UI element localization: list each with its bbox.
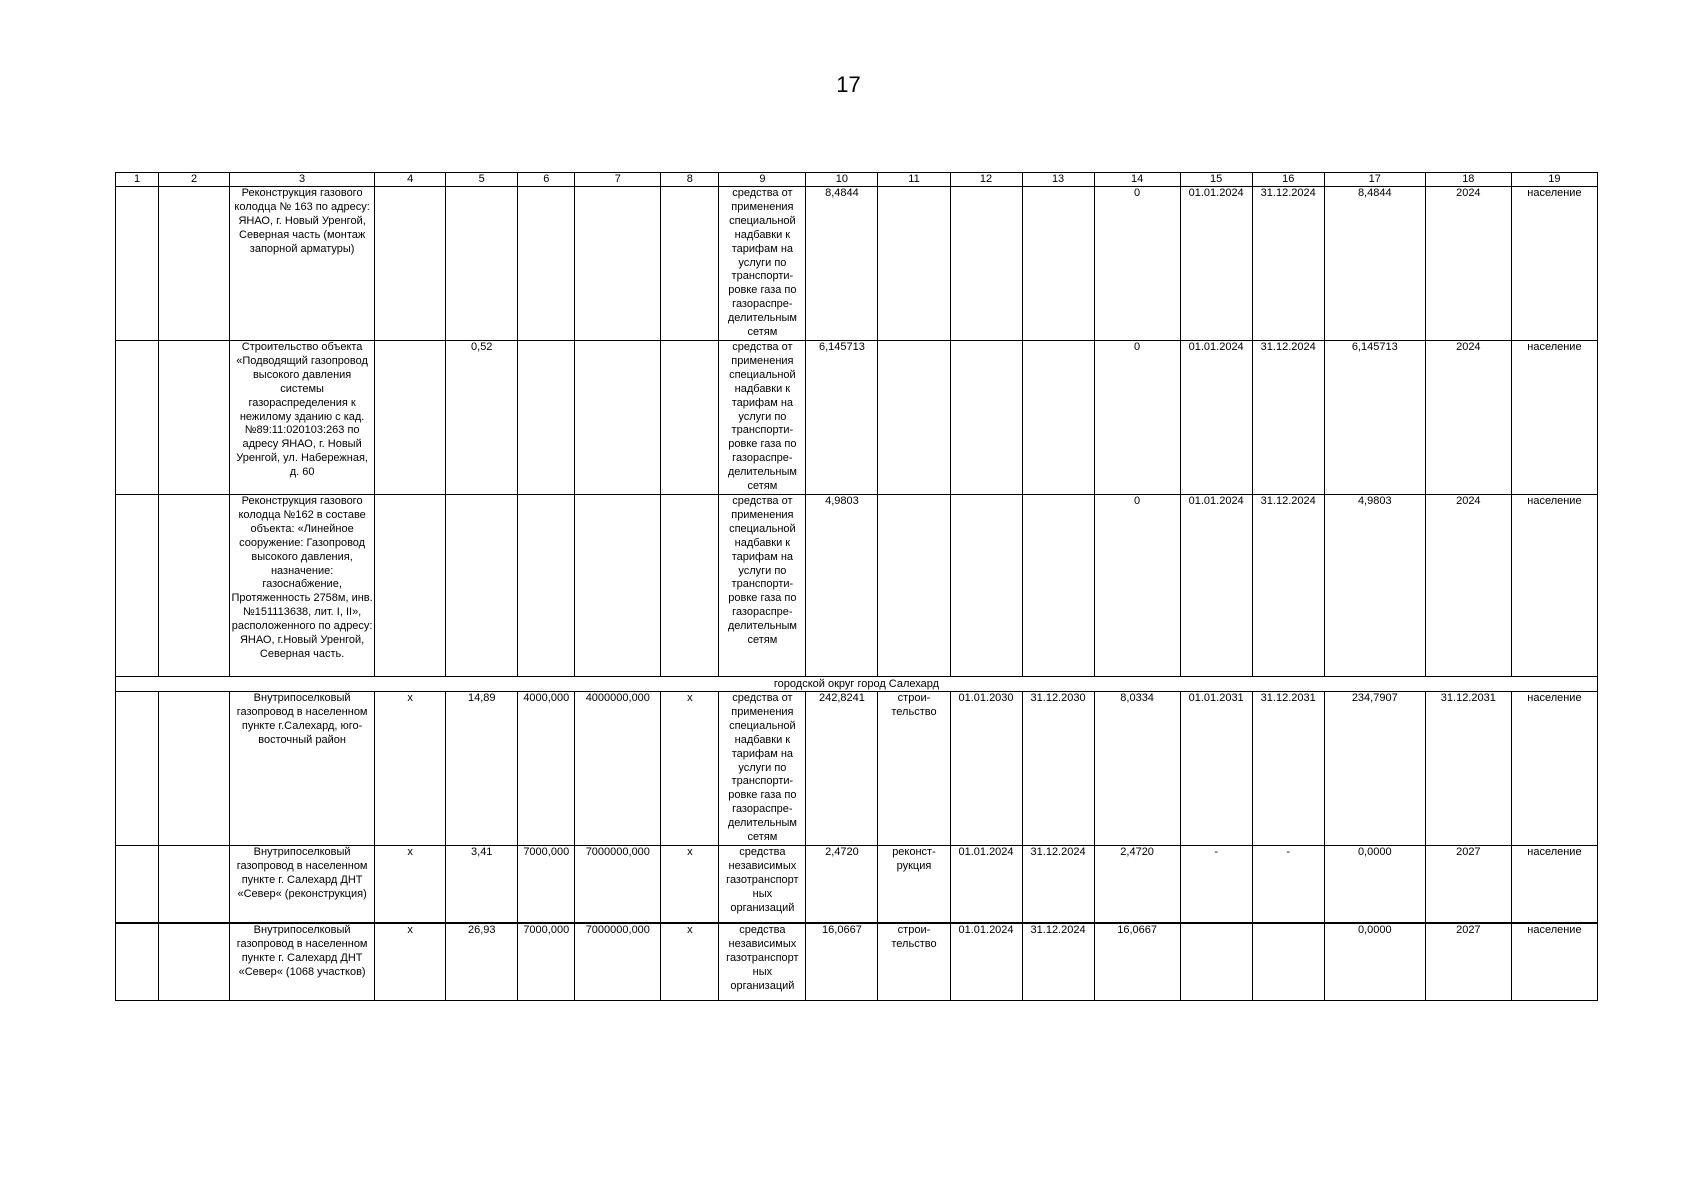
table-cell: 0 [1094,187,1180,341]
table-cell [1252,923,1324,1001]
funding-source-cell: средства от применения специальной надбавки к тарифам на услуги по транспорти-ровке газа по газораспре-делительным сетям [719,187,806,341]
table-cell: 31.12.2024 [1252,187,1324,341]
table-cell [116,923,159,1001]
table-cell: 6,145713 [1324,341,1425,495]
table-cell: 8,0334 [1094,692,1180,846]
table-cell: 31.12.2031 [1425,692,1511,846]
object-name-cell: Внутрипоселковый газопровод в населенном пункте г.Салехард, юго-восточный район [230,692,375,846]
table-cell: 8,4844 [1324,187,1425,341]
table-cell [518,341,575,495]
column-header: 14 [1094,173,1180,187]
column-header: 13 [1022,173,1094,187]
table-cell: 31.12.2031 [1252,692,1324,846]
investment-table [115,172,1598,1001]
table-cell: 01.01.2024 [1180,341,1252,495]
table-cell: 01.01.2024 [1180,495,1252,677]
table-cell [159,692,230,846]
table-cell [159,341,230,495]
table-cell: x [661,846,719,924]
table-cell: 2024 [1425,341,1511,495]
table-cell [159,923,230,1001]
table-cell [575,495,661,677]
table-cell: 7000,000 [518,846,575,924]
table-cell: x [375,846,446,924]
table-cell [446,187,518,341]
table-cell [159,495,230,677]
table-cell [1022,341,1094,495]
table-cell: 01.01.2030 [950,692,1022,846]
table-cell: 234,7907 [1324,692,1425,846]
table-cell: 6,145713 [806,341,878,495]
column-header: 7 [575,173,661,187]
table-cell: 31.12.2024 [1022,846,1094,924]
table-cell: население [1511,187,1597,341]
column-header: 3 [230,173,375,187]
table-cell: - [1180,846,1252,924]
table-cell: 0,52 [446,341,518,495]
column-header: 10 [806,173,878,187]
column-header: 5 [446,173,518,187]
table-cell: реконст-рукция [878,846,950,924]
table-cell: население [1511,495,1597,677]
table-cell: 0,0000 [1324,923,1425,1001]
table-cell: 01.01.2031 [1180,692,1252,846]
table-cell [1022,187,1094,341]
table-cell: 01.01.2024 [1180,187,1252,341]
funding-source-cell: средства от применения специальной надбавки к тарифам на услуги по транспорти-ровке газа по газораспре-делительным сетям [719,495,806,677]
table-cell: 0 [1094,495,1180,677]
table-cell: 2027 [1425,846,1511,924]
table-cell: 26,93 [446,923,518,1001]
table-cell: x [661,692,719,846]
table-cell: 4000000,000 [575,692,661,846]
table-cell [950,187,1022,341]
object-name-cell: Внутрипоселковый газопровод в населенном пункте г. Салехард ДНТ «Север« (1068 участков) [230,923,375,1001]
table-cell [661,495,719,677]
table-cell: 31.12.2024 [1022,923,1094,1001]
column-header: 4 [375,173,446,187]
table-cell [575,341,661,495]
table-row [116,923,1598,1001]
column-header: 19 [1511,173,1597,187]
page-number: 17 [836,72,861,97]
table-cell: население [1511,923,1597,1001]
table-cell: 31.12.2024 [1252,341,1324,495]
funding-source-cell: средства независимых газотранспорт ных организаций [719,923,806,1001]
table-cell: 7000,000 [518,923,575,1001]
funding-source-cell: средства от применения специальной надбавки к тарифам на услуги по транспорти-ровке газа по газораспре-делительным сетям [719,341,806,495]
table-cell: 31.12.2030 [1022,692,1094,846]
column-header: 17 [1324,173,1425,187]
table-cell: 2027 [1425,923,1511,1001]
table-cell: 7000000,000 [575,846,661,924]
table-cell: строи-тельство [878,923,950,1001]
table-cell [878,495,950,677]
table-cell: x [375,692,446,846]
table-cell: 2024 [1425,187,1511,341]
table-cell [116,692,159,846]
table-cell [375,341,446,495]
table-cell [661,187,719,341]
table-row [116,692,1598,846]
table-cell: x [661,923,719,1001]
table-cell: 4,9803 [1324,495,1425,677]
column-header: 11 [878,173,950,187]
table-cell [116,341,159,495]
table-cell [116,187,159,341]
table-row [116,341,1598,495]
table-row [116,846,1598,924]
table-cell [518,495,575,677]
table-cell: 0 [1094,341,1180,495]
table-cell: 4000,000 [518,692,575,846]
table-cell: 8,4844 [806,187,878,341]
table-cell [518,187,575,341]
column-header: 8 [661,173,719,187]
column-header: 16 [1252,173,1324,187]
table-cell [661,341,719,495]
object-name-cell: Реконструкция газового колодца № 163 по адресу: ЯНАО, г. Новый Уренгой, Северная часть (монтаж запорной арматуры) [230,187,375,341]
table-row [116,495,1598,677]
table-cell [575,187,661,341]
table-cell: 31.12.2024 [1252,495,1324,677]
section-row [116,677,1598,692]
section-title: городской округ город Салехард [116,677,1598,692]
table-cell: 7000000,000 [575,923,661,1001]
table-cell [159,846,230,924]
table-cell [375,495,446,677]
table-row [116,187,1598,341]
table-cell: 2024 [1425,495,1511,677]
object-name-cell: Строительство объекта «Подводящий газопровод высокого давления системы газораспределения к нежилому зданию с кад. №89:11:020103:263 по адресу ЯНАО, г. Новый Уренгой, ул. Набережная, д. 60 [230,341,375,495]
column-header: 2 [159,173,230,187]
table-cell [950,495,1022,677]
object-name-cell: Реконструкция газового колодца №162 в составе объекта: «Линейное сооружение: Газопровод высокого давления, назначение: газоснабжение, Протяженность 2758м, инв.№151113638, лит. I, II», расположенного по адресу: ЯНАО, г.Новый Уренгой, Северная часть. [230,495,375,677]
table-cell [950,341,1022,495]
column-number-row [116,173,1598,187]
table-cell: население [1511,341,1597,495]
table-cell: 0,0000 [1324,846,1425,924]
table-cell: строи-тельство [878,692,950,846]
column-header: 15 [1180,173,1252,187]
table-cell: 242,8241 [806,692,878,846]
object-name-cell: Внутрипоселковый газопровод в населенном пункте г. Салехард ДНТ «Север« (реконструкция) [230,846,375,924]
table-cell [375,187,446,341]
table-cell: население [1511,692,1597,846]
table-cell: 16,0667 [1094,923,1180,1001]
column-header: 9 [719,173,806,187]
funding-source-cell: средства от применения специальной надбавки к тарифам на услуги по транспорти-ровке газа по газораспре-делительным сетям [719,692,806,846]
table-cell: 4,9803 [806,495,878,677]
table-cell [878,341,950,495]
column-header: 12 [950,173,1022,187]
table-cell: 3,41 [446,846,518,924]
column-header: 6 [518,173,575,187]
table-cell [446,495,518,677]
table-cell [878,187,950,341]
table-cell: 2,4720 [806,846,878,924]
table-cell: 2,4720 [1094,846,1180,924]
column-header: 1 [116,173,159,187]
column-header: 18 [1425,173,1511,187]
table-cell [1022,495,1094,677]
table-cell [1180,923,1252,1001]
funding-source-cell: средства независимых газотранспорт ных организаций [719,846,806,924]
table-cell: 14,89 [446,692,518,846]
table-cell: 01.01.2024 [950,923,1022,1001]
table-cell: - [1252,846,1324,924]
table-cell: 01.01.2024 [950,846,1022,924]
table-cell [116,846,159,924]
table-cell: x [375,923,446,1001]
table-cell: население [1511,846,1597,924]
table-cell [116,495,159,677]
table-cell [159,187,230,341]
table-cell: 16,0667 [806,923,878,1001]
